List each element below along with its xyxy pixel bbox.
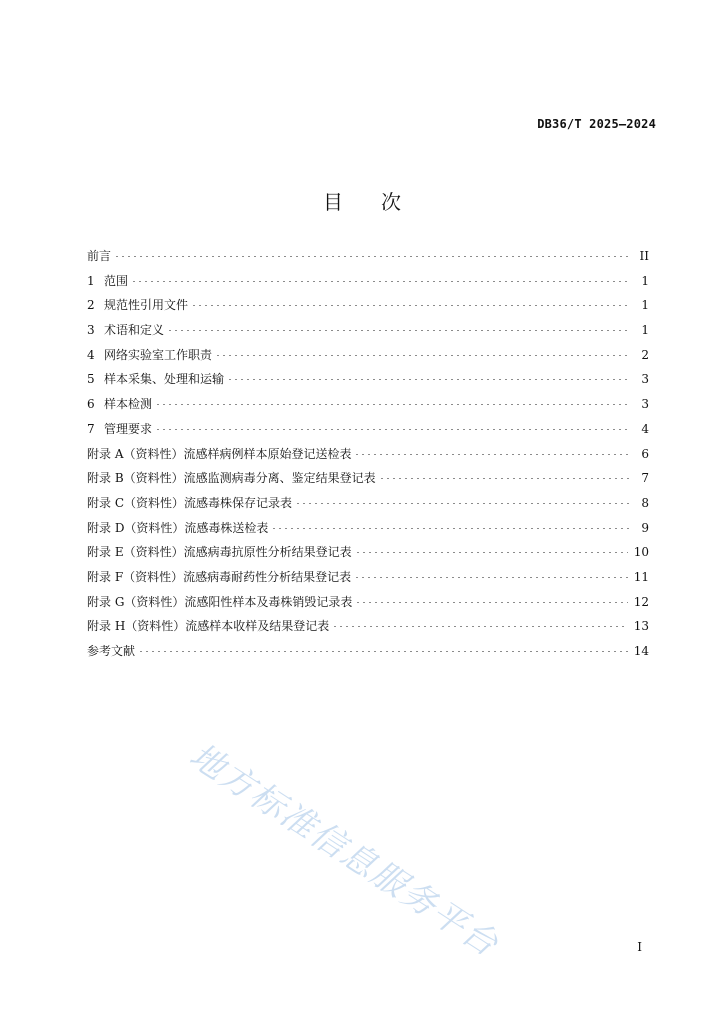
toc-entry-page: 8 [641, 495, 649, 510]
toc-entry-text: 附录 F（资料性）流感病毒耐药性分析结果登记表 [87, 569, 352, 584]
toc-leader-dots [379, 478, 631, 479]
toc-entry[interactable] [87, 295, 649, 320]
toc-entry-text: 附录 E（资料性）流感病毒抗原性分析结果登记表 [87, 545, 352, 560]
toc-entry[interactable] [87, 616, 649, 641]
toc-entry-label [87, 518, 268, 538]
toc-entry-page: 10 [633, 545, 649, 560]
toc-entry-text: 术语和定义 [104, 323, 165, 338]
toc-entry-label [87, 641, 135, 661]
watermark: 地方标准信息服务平台 [182, 735, 506, 966]
toc-leader-dots [355, 602, 627, 603]
toc-entry-text: 样本采集、处理和运输 [104, 372, 225, 387]
toc-leader-dots [215, 355, 631, 356]
toc-entry-number: 6 [87, 397, 95, 412]
toc-entry[interactable] [87, 542, 649, 567]
toc-entry-page: 4 [641, 421, 649, 436]
document-code: DB36/T 2025—2024 [537, 117, 656, 131]
toc-entry-label [87, 493, 292, 513]
toc-leader-dots [355, 552, 628, 553]
toc-entry-number: 1 [87, 273, 95, 288]
toc-entry-text: 附录 C（资料性）流感毒株保存记录表 [87, 495, 292, 510]
toc-entry-label [87, 271, 128, 291]
toc-entry[interactable] [87, 246, 649, 271]
toc-entry[interactable] [87, 271, 649, 296]
toc-entry-page: 13 [633, 619, 649, 634]
toc-leader-dots [155, 429, 631, 430]
toc-entry[interactable] [87, 369, 649, 394]
toc-entry-text: 样本检测 [104, 397, 153, 412]
toc-entry[interactable] [87, 493, 649, 518]
toc-entry[interactable] [87, 567, 649, 592]
toc-entry[interactable] [87, 641, 649, 666]
toc-entry-text: 附录 D（资料性）流感毒株送检表 [87, 520, 269, 535]
toc-entry-number: 4 [87, 347, 95, 362]
toc-entry-number: 3 [87, 323, 95, 338]
toc-entry-page: 9 [641, 520, 649, 535]
toc-entry-page: 3 [641, 397, 649, 412]
toc-entry-page: 12 [633, 594, 649, 609]
toc-leader-dots [354, 577, 628, 578]
toc-entry[interactable] [87, 320, 649, 345]
toc-entry-label [87, 444, 351, 464]
toc-entry[interactable] [87, 518, 649, 543]
toc-leader-dots [354, 454, 631, 455]
toc-entry-label [87, 345, 212, 365]
toc-entry-text: 前言 [87, 249, 112, 263]
toc-leader-dots [131, 281, 631, 282]
toc-entry-page: 1 [641, 273, 649, 288]
table-of-contents [87, 246, 649, 666]
toc-entry-page: 14 [633, 644, 649, 658]
toc-leader-dots [191, 305, 631, 306]
toc-entry-number: 7 [87, 421, 95, 436]
toc-entry-label [87, 246, 111, 266]
toc-entry-text: 范围 [104, 273, 129, 288]
toc-entry-text: 网络实验室工作职责 [104, 347, 213, 362]
toc-leader-dots [271, 528, 631, 529]
toc-entry-label [87, 419, 152, 439]
toc-leader-dots [155, 404, 631, 405]
toc-entry[interactable] [87, 345, 649, 370]
title-char-2: 次 [381, 190, 401, 214]
toc-entry-label [87, 567, 351, 587]
toc-leader-dots [227, 379, 631, 380]
toc-leader-dots [138, 651, 628, 652]
title-char-1: 目 [323, 190, 343, 214]
toc-entry-label [87, 468, 376, 488]
toc-entry-number: 2 [87, 298, 95, 313]
toc-entry[interactable] [87, 592, 649, 617]
toc-entry-text: 附录 H（资料性）流感样本收样及结果登记表 [87, 619, 330, 634]
toc-entry-text: 附录 B（资料性）流感监测病毒分离、鉴定结果登记表 [87, 471, 376, 486]
toc-entry-label [87, 320, 164, 340]
toc-entry-page: 7 [641, 471, 649, 486]
toc-entry-page: 1 [641, 323, 649, 338]
toc-entry-page: 2 [641, 347, 649, 362]
toc-leader-dots [295, 503, 631, 504]
toc-entry[interactable] [87, 419, 649, 444]
toc-entry-page: 1 [641, 298, 649, 313]
toc-entry-page: II [639, 249, 649, 263]
toc-leader-dots [332, 626, 627, 627]
toc-leader-dots [114, 256, 631, 257]
page-title [0, 186, 724, 215]
toc-leader-dots [167, 330, 631, 331]
toc-entry-label [87, 394, 152, 414]
toc-entry-label [87, 616, 329, 636]
toc-entry-text: 附录 A（资料性）流感样病例样本原始登记送检表 [87, 446, 352, 461]
toc-entry-page: 11 [633, 569, 649, 584]
toc-entry-label [87, 592, 352, 612]
toc-entry-text: 管理要求 [104, 421, 153, 436]
toc-entry-text: 参考文献 [87, 644, 136, 658]
toc-entry-label [87, 295, 188, 315]
toc-entry[interactable] [87, 468, 649, 493]
toc-entry-label [87, 542, 352, 562]
toc-entry-number: 5 [87, 372, 95, 387]
toc-entry[interactable] [87, 394, 649, 419]
toc-entry-text: 附录 G（资料性）流感阳性样本及毒株销毁记录表 [87, 594, 353, 609]
toc-entry[interactable] [87, 444, 649, 469]
toc-entry-page: 6 [641, 446, 649, 461]
toc-entry-page: 3 [641, 372, 649, 387]
toc-entry-label [87, 369, 224, 389]
page-number: I [637, 940, 642, 954]
toc-entry-text: 规范性引用文件 [104, 298, 189, 313]
